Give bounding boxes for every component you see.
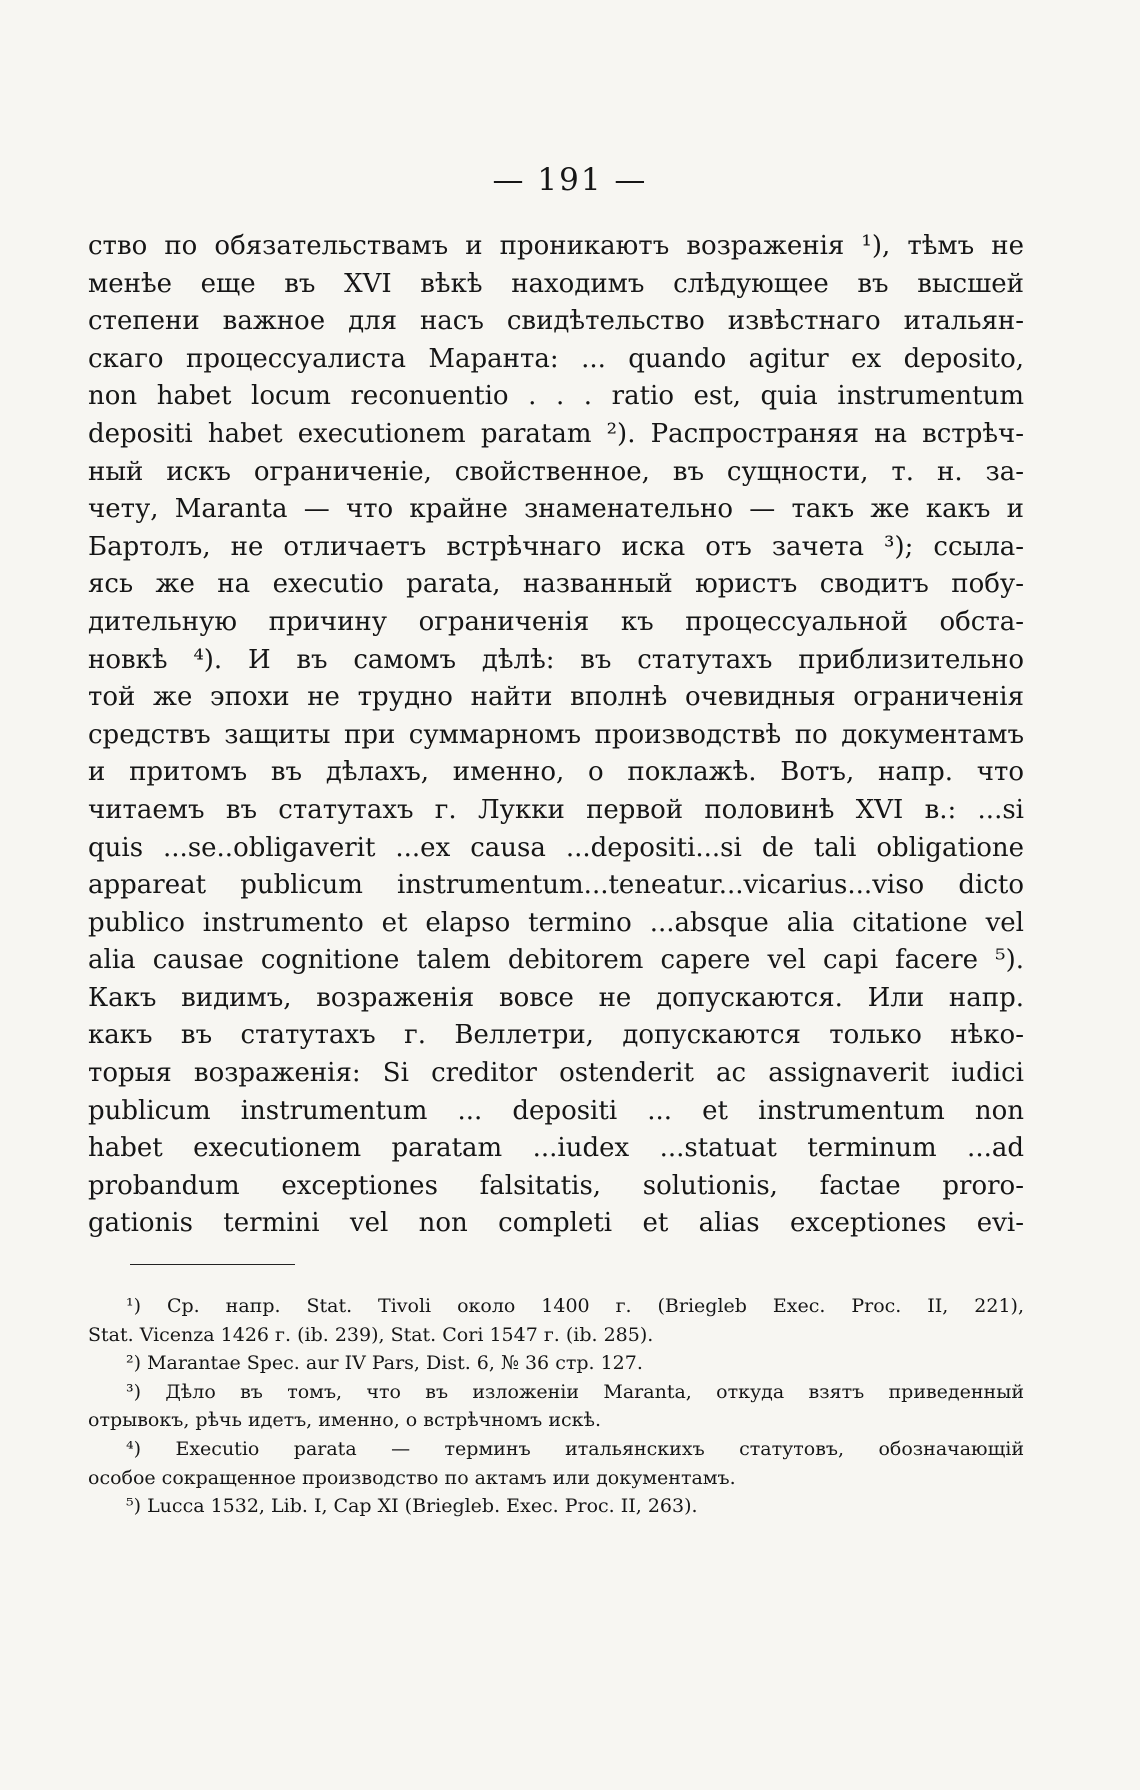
footnote-1: ¹) Ср. напр. Stat. Tivoli около 1400 г. (Briegleb Exec. Proc. II, 221), xyxy=(126,1295,1024,1317)
text-line: новкѣ ⁴). И въ самомъ дѣлѣ: въ статутахъ приблизительно xyxy=(88,644,1024,675)
footnote-3: ³) Дѣло въ томъ, что въ изложеніи Maranta, откуда взятъ приведенный xyxy=(126,1380,1024,1403)
footnote-4: ⁴) Executio parata — терминъ итальянскихъ статутовъ, обозначающій xyxy=(126,1437,1024,1460)
text-line: степени важное для насъ свидѣтельство извѣстнаго итальян- xyxy=(88,306,1024,337)
footnote-separator xyxy=(130,1264,295,1265)
text-line: дительную причину ограниченія къ процессуальной обста- xyxy=(88,606,1024,637)
text-line: читаемъ въ статутахъ г. Лукки первой половинѣ XVI в.: ...si xyxy=(88,794,1024,825)
text-line: publicum instrumentum ... depositi ... et instrumentum non xyxy=(88,1095,1024,1126)
text-line: скаго процессуалиста Маранта: ... quando agitur ex deposito, xyxy=(88,343,1024,374)
main-text xyxy=(88,228,1024,1243)
text-line: appareat publicum instrumentum...teneatur...vicarius...viso dicto xyxy=(88,870,1024,901)
text-line: alia causae cognitione talem debitorem capere vel capi facere ⁵). xyxy=(88,945,1024,976)
text-line: той же эпохи не трудно найти вполнѣ очевидныя ограниченія xyxy=(88,682,1024,713)
text-line: средствъ защиты при суммарномъ производствѣ по документамъ xyxy=(88,719,1024,750)
footnote-1-cont: Stat. Vicenza 1426 г. (ib. 239), Stat. Cori 1547 г. (ib. 285). xyxy=(88,1323,654,1346)
text-line: gationis termini vel non completi et alias exceptiones evi- xyxy=(88,1208,1024,1239)
text-line: Какъ видимъ, возраженія вовсе не допускаются. Или напр. xyxy=(88,982,1024,1013)
footnote-5: ⁵) Lucca 1532, Lib. I, Cap XI (Briegleb. Exec. Proc. II, 263). xyxy=(126,1495,698,1518)
text-line: чету, Maranta — что крайне знаменательно — такъ же какъ и xyxy=(88,494,1024,525)
page-number: — 191 — xyxy=(492,162,648,198)
text-line: ство по обязательствамъ и проникаютъ возраженія ¹), тѣмъ не xyxy=(88,231,1024,261)
text-line: habet executionem paratam ...iudex ...statuat terminum ...ad xyxy=(88,1133,1024,1164)
text-line: publico instrumento et elapso termino ...absque alia citatione vel xyxy=(88,907,1024,938)
footnote-4-cont: особое сокращенное производство по актамъ или документамъ. xyxy=(88,1466,736,1489)
text-line: ясь же на executio parata, названный юристъ сводитъ побу- xyxy=(88,569,1024,600)
text-line: менѣе еще въ XVI вѣкѣ находимъ слѣдующее въ высшей xyxy=(88,268,1024,299)
text-line: non habet locum reconuentio . . . ratio est, quia instrumentum xyxy=(88,381,1024,412)
text-line: и притомъ въ дѣлахъ, именно, о поклажѣ. Вотъ, напр. что xyxy=(88,757,1024,788)
text-line: ный искъ ограниченіе, свойственное, въ сущности, т. н. за- xyxy=(88,456,1024,487)
text-line: торыя возраженія: Si creditor ostenderit ac assignaverit iudici xyxy=(88,1058,1024,1089)
text-line: Бартолъ, не отличаетъ встрѣчнаго иска отъ зачета ³); ссыла- xyxy=(88,531,1024,562)
text-line: probandum exceptiones falsitatis, solutionis, factae proro- xyxy=(88,1170,1024,1201)
text-line: quis ...se..obligaverit ...ex causa ...depositi...si de tali obligatione xyxy=(88,832,1024,863)
text-line: depositi habet executionem paratam ²). Распространяя на встрѣч- xyxy=(88,418,1024,449)
footnotes xyxy=(88,1292,1024,1521)
footnote-3-cont: отрывокъ, рѣчь идетъ, именно, о встрѣчномъ искѣ. xyxy=(88,1409,601,1432)
footnote-2: ²) Marantae Spec. aur IV Pars, Dist. 6, № 36 стр. 127. xyxy=(126,1352,643,1375)
text-line: какъ въ статутахъ г. Веллетри, допускаются только нѣко- xyxy=(88,1020,1024,1051)
